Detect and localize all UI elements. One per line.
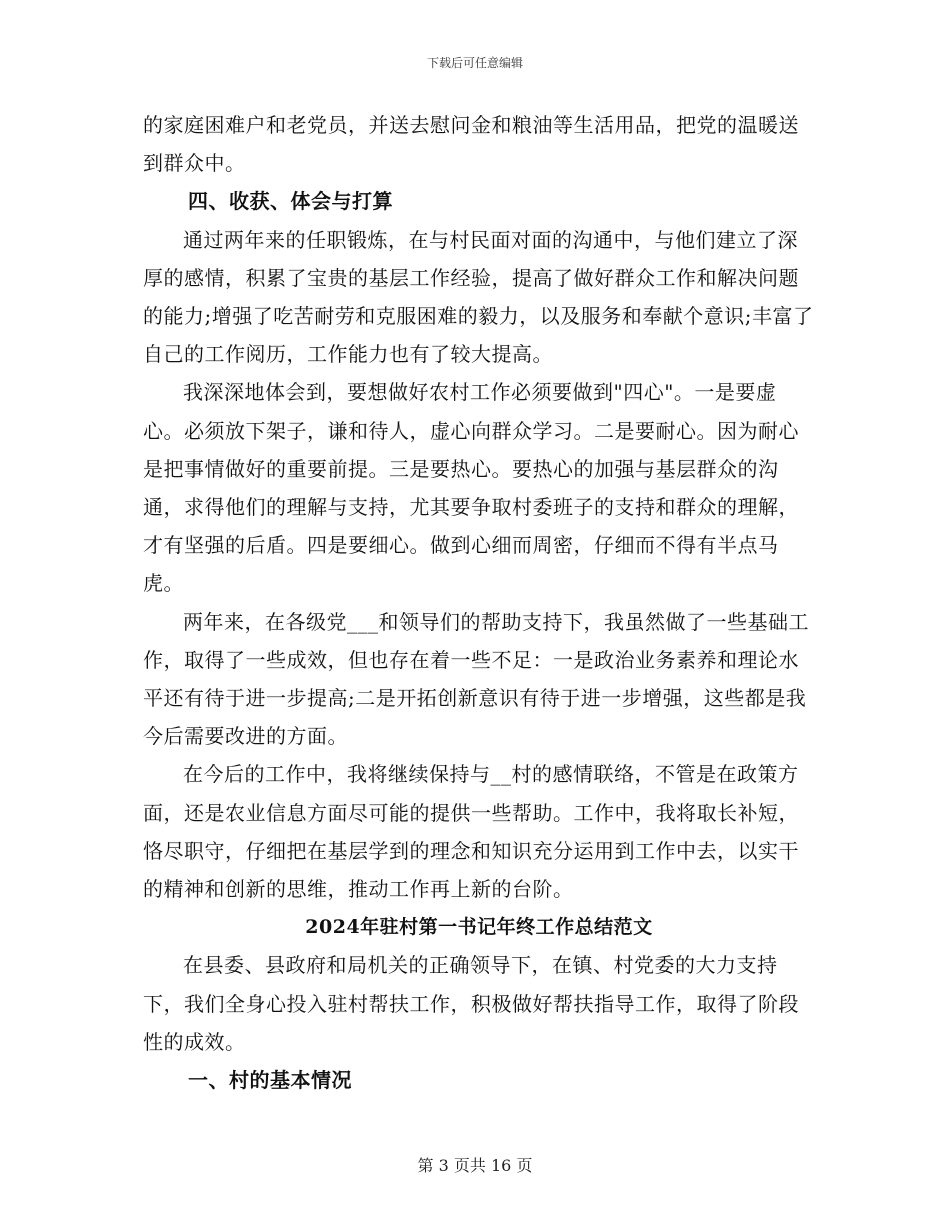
document-title: 2024年驻村第一书记年终工作总结范文	[305, 916, 653, 939]
paragraph-2: 通过两年来的任职锻炼，在与村民面对面的沟通中，与他们建立了深厚的感情，积累了宝贵的基层工作经验，提高了做好群众工作和解决问题的能力;增强了吃苦耐劳和克服困难的毅力，以及服务和奉献个意识;丰富了自己的工作阅历，工作能力也有了较大提高。	[143, 227, 814, 367]
paragraph-3: 我深深地体会到，要想做好农村工作必须要做到"四心"。一是要虚心。必须放下架子，谦和待人，虚心向群众学习。二是要耐心。因为耐心是把事情做好的重要前提。三是要热心。要热心的加强与基层群众的沟通，求得他们的理解与支持，尤其要争取村委班子的支持和群众的理解，才有坚强的后盾。四是要细心。做到心细而周密，仔细而不得有半点马虎。	[143, 380, 799, 596]
document-body	[143, 106, 815, 1099]
paragraph-5: 在今后的工作中，我将继续保持与__村的感情联络，不管是在政策方面，还是农业信息方面尽可能的提供一些帮助。工作中，我将取长补短，恪尽职守，仔细把在基层学到的理念和知识充分运用到工作中去，以实干的精神和创新的思维，推动工作再上新的台阶。	[143, 762, 799, 902]
paragraph-4: 两年来，在各级党___和领导们的帮助支持下，我虽然做了一些基础工作，取得了一些成效，但也存在着一些不足：一是政治业务素养和理论水平还有待于进一步提高;二是开拓创新意识有待于进一步增强，这些都是我今后需要改进的方面。	[143, 609, 809, 749]
section-heading-1: 一、村的基本情况	[188, 1068, 352, 1093]
section-heading-4: 四、收获、体会与打算	[188, 189, 393, 214]
paragraph-6: 在县委、县政府和局机关的正确领导下，在镇、村党委的大力支持下，我们全身心投入驻村帮扶工作，积极做好帮扶指导工作，取得了阶段性的成效。	[143, 953, 799, 1054]
page-footer: 第 3 页共 16 页	[417, 1156, 533, 1175]
page-header: 下载后可任意编辑	[426, 56, 523, 70]
paragraph-1: 的家庭困难户和老党员，并送去慰问金和粮油等生活用品，把党的温暖送到群众中。	[143, 113, 799, 176]
